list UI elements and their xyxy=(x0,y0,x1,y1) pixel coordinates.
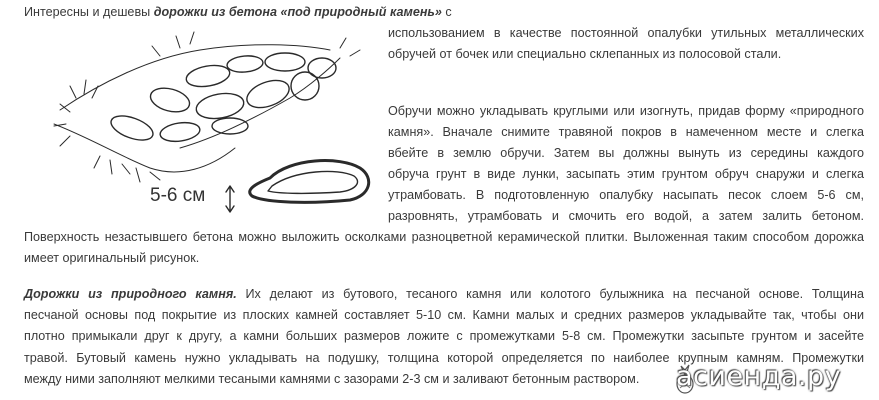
section2-title: Дорожки из природного камня. xyxy=(24,287,237,301)
right-col-line-4: камня». Вначале снимите травяной покров в намеченном месте и слегка xyxy=(388,125,864,139)
right-col-line-5: вбейте в землю обручи. Затем вы должны вынуть из середины каждого xyxy=(388,146,864,160)
right-col-line-3: Обручи можно укладывать круглыми или изогнуть, придав форму «природного xyxy=(388,104,864,118)
right-col-line-2: обручей от бочек или специально склепанных из полосовой стали. xyxy=(388,47,782,61)
intro-bold-title: дорожки из бетона «под природный камень» xyxy=(153,5,442,19)
intro-prefix: Интересны и дешевы xyxy=(24,5,154,19)
path-illustration xyxy=(40,28,380,224)
intro-line xyxy=(24,4,452,20)
section2-line-3: плотно примыкали друг к другу, а камни больших размеров ложите с промежутками 5-8 см. Промежутки засыпьте грунтом и засейте xyxy=(24,329,864,343)
section2-line-5: между ними заполняют мелкими тесаными камнями с зазорами 2-3 см и заливают бетонным раствором. xyxy=(24,372,640,386)
right-col-line-7: утрамбовать. В подготовленную опалубку насыпать песок слоем 5-6 см, xyxy=(388,188,864,202)
section2-line-2: песчаной основы под покрытие из плоских камней составляет 5-10 см. Камни малых и средних размеров укладывайте так, чтобы они xyxy=(24,308,864,322)
watermark-text: асиенда.ру xyxy=(676,361,842,392)
right-col-line-6: обруча грунт в виде лунки, засыпать этим грунтом обруч снаружи и слегка xyxy=(388,167,864,181)
section2-line-4: травой. Бутовый камень нужно укладывать на подушку, толщина которой определяется по наиболее крупным камням. Промежутки xyxy=(24,351,864,365)
section2-line-1 xyxy=(24,286,864,302)
intro-suffix: с xyxy=(441,5,452,19)
dimension-label: 5-6 см xyxy=(150,185,206,206)
paragraph1-line-1: Поверхность незастывшего бетона можно выложить осколками разноцветной керамической плитки. Выложенная таким способом дорожка xyxy=(24,230,864,244)
section2-first-rest: Их делают из бутового, тесаного камня или колотого булыжника на песчаной основе. Толщина xyxy=(236,287,864,301)
right-col-line-1: использованием в качестве постоянной опалубки утильных металлических xyxy=(388,26,864,40)
paragraph1-line-2: имеет оригинальный рисунок. xyxy=(24,251,200,265)
right-col-line-8: разровнять, утрамбовать и смочить его водой, а затем залить бетоном. xyxy=(388,209,864,223)
